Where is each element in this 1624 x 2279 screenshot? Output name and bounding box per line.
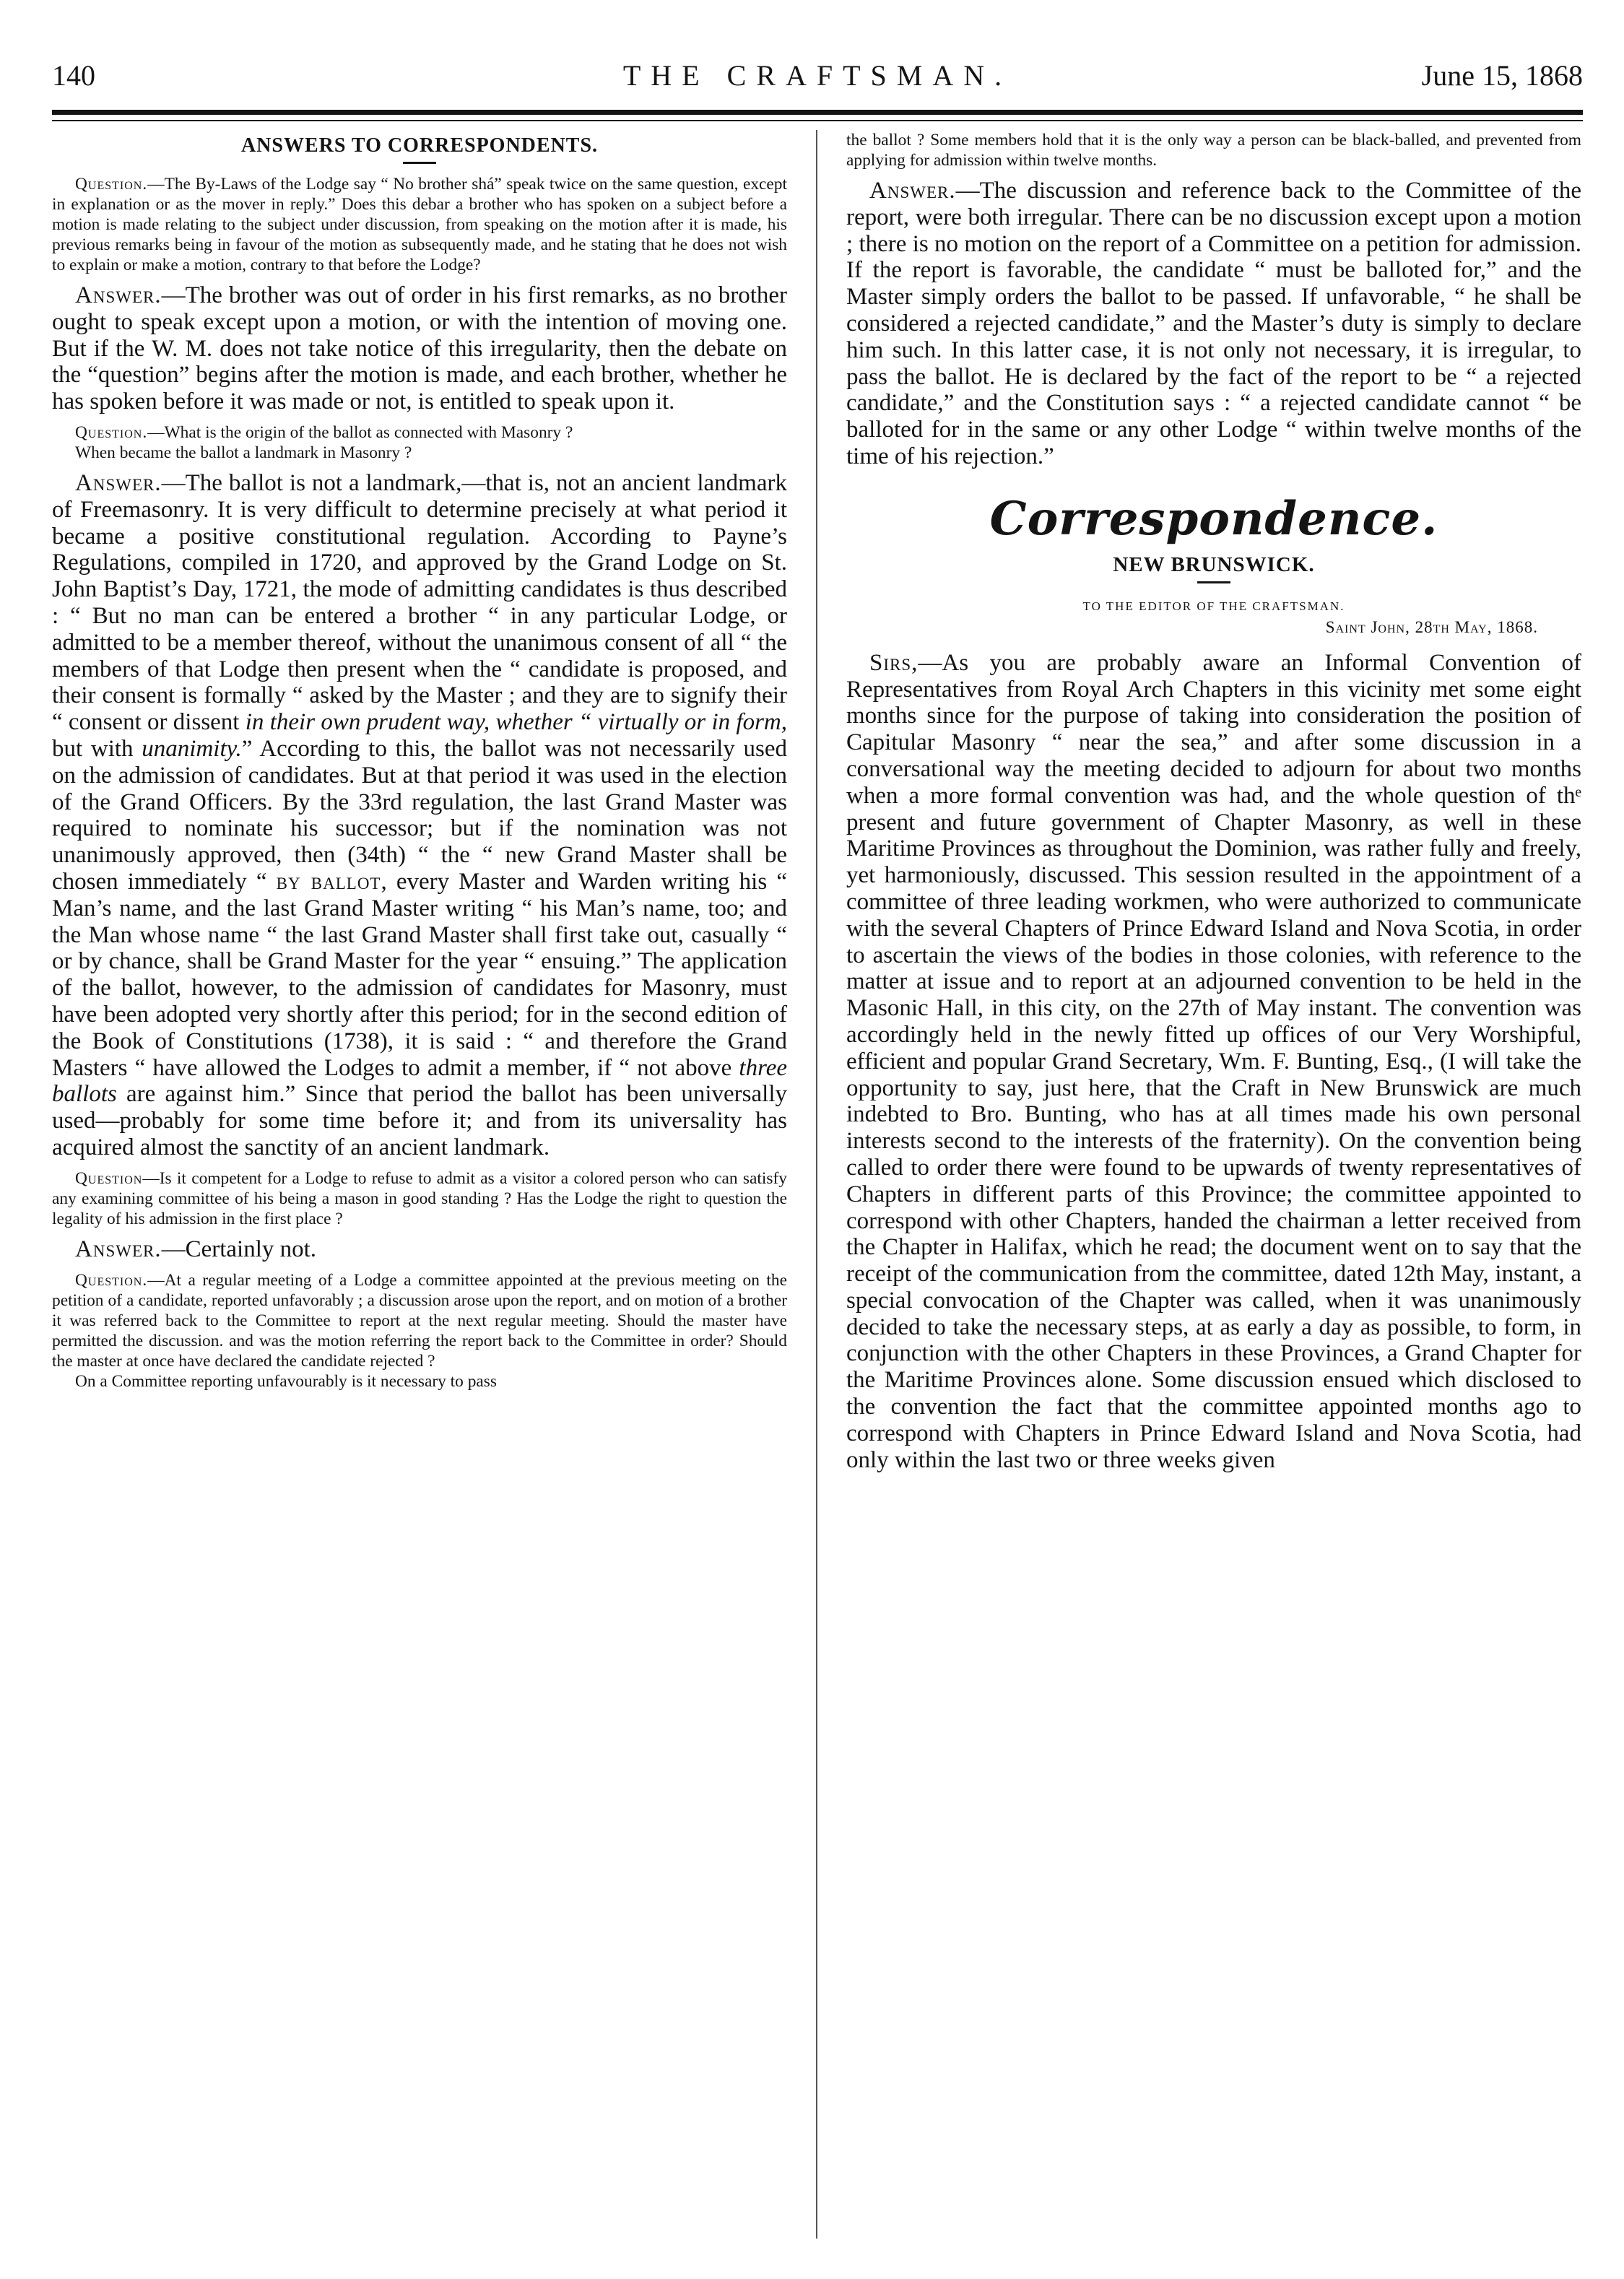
answer-2 [52, 470, 787, 1161]
question-1 [52, 174, 787, 275]
answer-text: —The ballot is not a landmark,—that is, not an ancient landmark of Freemasonry. It is very difficult to determine precisely at what period it became a positive constitutional regulation. According to Payne’s Regulations, compiled in 1720, and approved by the Grand Lodge on St. John Baptist’s Day, 1721, the mode of admitting candidates is thus described : “ But no man can be entered a brother “ in any particular Lodge, or admitted to be a member thereof, without the unanimous consent of all “ the members of that Lodge then present when the “ candidate is proposed, and their consent is formally “ asked by the Master ; and they are to signify their “ consent or dissent [52, 469, 787, 736]
question-2 [52, 422, 787, 443]
header-rule-thin [52, 120, 1583, 121]
answer-label: Answer. [869, 178, 956, 204]
addressee-line: TO THE EDITOR OF THE CRAFTSMAN. [1082, 599, 1345, 613]
answer-text: , every Master and Warden writing his “ Man’s name, and the last Grand Master writing “ his Man’s name, too; and the Man whose name “ the last Grand Master shall first take out, casually “ or by chance, shall be Grand Master for the year “ ensuing.” The application of the ballot, however, to the admission of candidates for Masonry, must have been adopted very shortly after this period; for in the second edition of the Book of Constitutions (1738), it is said : “ and therefore the Grand Masters “ have allowed the Lodges to admit a member, if “ not above [52, 868, 787, 1081]
section-heading: ANSWERS TO CORRESPONDENTS. [240, 134, 599, 157]
answer-text: —Certainly not. [161, 1236, 317, 1262]
newspaper-page [52, 51, 1583, 2246]
correspondence-heading: Correspondence. [989, 491, 1438, 546]
answer-label: Answer. [75, 282, 162, 308]
subheading-dash [1197, 581, 1230, 583]
subheading: NEW BRUNSWICK. [1113, 552, 1315, 576]
answer-1 [52, 282, 787, 415]
answer-text: but with [52, 735, 142, 762]
page-number: 140 [52, 59, 95, 92]
left-column [52, 130, 787, 2239]
salutation: Sirs, [869, 649, 919, 676]
question-label: Question. [75, 1270, 148, 1290]
running-head [52, 51, 1583, 101]
italic-quote: three ballots [52, 1054, 787, 1108]
question-3 [52, 1168, 787, 1229]
answer-label: Answer. [75, 1236, 162, 1262]
column-divider [816, 130, 817, 2239]
answer-text: are against him.” Since that period the ballot has been universally used—probably for some time before it; and from its universality has acquired almost the sanctity of an ancient landmark. [52, 1081, 787, 1160]
question-text: —At a regular meeting of a Lodge a committee appointed at the previous meeting on the petition of a candidate, reported unfavorably ; a discussion arose upon the report, and on motion of a brother it was referred back to the Committee to report at the next regular meeting. Should the master have permitted the discussion. and was the motion referring the report back to the Committee in order? Should the master at once have declared the candidate rejected ? [52, 1270, 787, 1371]
question-label: Question. [75, 175, 148, 194]
question-label: Question. [75, 422, 148, 442]
question-text: the ballot ? Some members hold that it is the only way a person can be black-balled, and prevented from applying for admission within twelve months. [846, 131, 1581, 170]
question-text: On a Committee reporting unfavourably is it necessary to pass [75, 1371, 497, 1391]
answer-3 [52, 1236, 787, 1263]
answer-label: Answer. [75, 469, 162, 496]
question-4 [52, 1270, 787, 1371]
question-text: —What is the origin of the ballot as connected with Masonry ? [147, 422, 573, 442]
masthead-title: THE CRAFTSMAN. [622, 59, 1012, 92]
italic-quote: unanimity. [142, 735, 242, 762]
answer-text: —The discussion and reference back to the Committee of the report, were both irregular. There can be no discussion except upon a motion ; there is no motion on the report of a Committee on a petition for admission. If the report is favorable, the candidate “ must be balloted for,” and the Master simply orders the ballot to be passed. If unfavorable, “ he shall be considered a rejected candidate,” and the Master’s duty is simply to declare him such. In this latter case, it is not only not necessary, it is irregular, to pass the ballot. He is declared by the fact of the report to be “ a rejected candidate,” and the Constitution says : “ a rejected candidate cannot “ be balloted for in the same or any other Lodge “ within twelve months of the time of his rejection.” [846, 178, 1581, 469]
question-text: —The By-Laws of the Lodge say “ No brother shá” speak twice on the same question, except in explanation or as the mover in reply.” Does this debar a brother who has spoken on a subject before a motion is made relating to the subject under discussion, from speaking on the motion after it is made, his previous remarks being in favour of the motion as subsequently made, and he stating that he does not wish to explain or make a motion, contrary to that before the Lodge? [52, 175, 787, 274]
question-text: When became the ballot a landmark in Masonry ? [75, 443, 412, 462]
issue-date: June 15, 1868 [1421, 59, 1583, 92]
letter-body [846, 650, 1581, 1474]
small-caps-text: by ballot [276, 868, 381, 895]
letter-text: —As you are probably aware an Informal Convention of Representatives from Royal Arch Chapters in this vicinity met some eight months since for the purpose of taking into consideration the position of Capitular Masonry “ near the sea,” and after some discussion in a conversational way the meeting decided to adjourn for about two months when a more formal convention was had, and the whole question of thᵉ present and future government of Chapter Masonry, as well in these Maritime Provinces as throughout the Dominion, was rather fully and freely, yet harmoniously, discussed. This session resulted in the appointment of a committee of three leading workmen, who were authorized to communicate with the several Chapters of Prince Edward Island and Nova Scotia, in order to ascertain the views of the bodies in those colonies, with reference to the matter at issue and to report at an adjourned convention to be held in the Masonic Hall, in this city, on the 27th of May instant. The convention was accordingly held in the newly fitted up offices of our Very Worshipful, efficient and popular Grand Secretary, Wm. F. Bunting, Esq., (I will take the opportunity to say, just here, that the Craft in New Brunswick are much indebted to Bro. Bunting, who has at all times made his own personal interests second to the interests of the fraternity). On the convention being called to order there were found to be upwards of twenty representatives of Chapters in different parts of this Province; the committee appointed to correspond with other Chapters, handed the chairman a letter received from the Chapter in Halifax, which he read; the document went on to say that the receipt of the communication from the committee, dated 12th May, instant, a special convocation of the Chapter was called, when it was unanimously decided to take the necessary steps, at as early a day as possible, to form, in conjunction with the other Chapters in these Provinces, a Grand Chapter for the Maritime Provinces alone. Some discussion ensued which disclosed to the convention the fact that the committee appointed months ago to correspond with Chapters in Prince Edward Island and Nova Scotia, had only within the last two or three weeks given [846, 649, 1581, 1473]
question-text: —Is it competent for a Lodge to refuse to admit as a visitor a colored person who can satisfy any examining committee of his being a mason in good standing ? Has the Lodge the right to question the legality of his admission in the first place ? [52, 1168, 787, 1228]
heading-dash [403, 162, 436, 164]
dateline: Saint John, 28th May, 1868. [1325, 617, 1538, 636]
question-2-b [52, 443, 787, 463]
header-rule-thick [52, 110, 1583, 115]
question-label: Question [75, 1168, 143, 1188]
question-4-continued [846, 130, 1581, 170]
answer-text: ” According to this, the ballot was not necessarily used on the admission of candidates. But at that period it was used in the election of the Grand Officers. By the 33rd regulation, the last Grand Master was required to nominate his successor; but if the nomination was not unanimously approved, then (34th) “ the “ new Grand Master shall be chosen immediately “ [52, 735, 787, 895]
answer-text: —The brother was out of order in his first remarks, as no brother ought to speak except upon a motion, or with the intention of moving one. But if the W. M. does not take notice of this irregularity, then the debate on the “question” begins after the motion is made, and each brother, whether he has spoken before it was made or not, is entitled to speak upon it. [52, 282, 787, 415]
italic-quote: in their own prudent way, whether “ virtually or in form, [245, 709, 787, 736]
question-4-b [52, 1371, 787, 1392]
answer-4 [846, 178, 1581, 470]
right-column [846, 130, 1581, 2239]
